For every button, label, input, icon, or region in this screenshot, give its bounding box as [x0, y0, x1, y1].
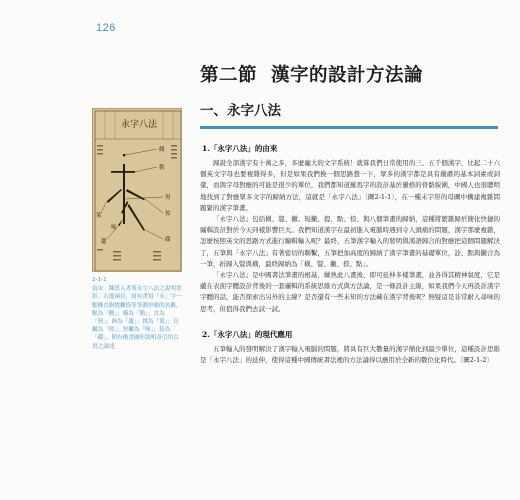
paragraph: 「永字八法」包括橫、豎、撇、短撇、提、點、捺、與八個筆畫的歸納，這種將繁雜歸於簡化快捷的編輯設計對於今天同樣影響巨大。我們知道漢字在最初進入電腦時遇到令人頭痛的問題，漢字那麼複雜，怎麼按照英文的思路方式進行編輯輸入呢？最終，五筆漢字輸入的發明與漢語歸合的對應把這個問題解決了，五筆與「永字八法」有著密切的聯繫，五筆把加高度的歸納了漢字筆畫的基礎單位，詮、點與撇合為一筆，折歸入豎與橫，最終歸納為「橫、豎、撇、捺、點」。 [200, 215, 500, 268]
paragraph: 歸說全部漢字有十萬之多，多麼龐大的文字系統！就算我們日常使用的三、五千個漢字，比起二十六個英文字母也要複雜得多，但是如果我們換一個思路想一下，眾多的漢字都是具有嚴肅的基本詞素或詞彙，而與字母對應的可能是很少的單位，我們都知道羅馬字的設計基於嚴格的骨骼線圍，中國人也很聰明地找到了對應眾多文字的歸納方法，這就是「永字八法」〔圖2-1-1〕，在一種末字形的母圖中構建複雜問題緊的漢字筆畫。 [200, 159, 500, 212]
manuscript-image [92, 108, 182, 272]
manuscript-label-3: 努 [165, 195, 171, 201]
manuscript-label-2: 勒 [159, 165, 165, 171]
manuscript-heading: 永字八法 [120, 120, 158, 130]
paragraph: 五筆輸入的發明解決了漢字輸入電腦的問題，將具有巨大數量的漢字簡化到最少單位，這種設計思維是「永字八法」的延伸，使得這種中國傳統書法裡的方法論得以應用於全新的數位化時代。〔圖2-1-2〕 [200, 344, 500, 365]
section-title: 一、永字八法 [200, 103, 281, 119]
paragraph: 「永字八法」是中國書法筆畫的根基，練熟此八畫後，即可延伸多樣筆畫，並各得其精神氣度，它是蘊在表面字體設計背後的一套邏輯的系統思維方式與方法論，是一條設計主線，如果我們今天再設計漢字字體的話，能否探索出另外的主線？是否還有一些未知的方法藏在漢字背後呢？無疑這是非常耐人尋味的思考，但值得我們去試一試。 [200, 271, 500, 313]
manuscript-label-6: 掠 [165, 211, 171, 217]
manuscript-label-5: 策 [96, 213, 102, 219]
section-rule [200, 126, 498, 129]
figure-caption-text: 南宋．陳思人書苑永字八法之說明書影。右邊兩頁，寫有書寫「永」字一點橫直鉤挑撇捺等筆劃形態的名稱，點為「側」；橫為「勒」；直為「努」；鉤為「趯」；挑為「策」；長撇為「掠」；短撇為「啄」；捺為「磔」。附有楷書圖形說明及引用古書之論述。 [92, 286, 182, 350]
manuscript-label-7: 啄 [111, 225, 117, 231]
figure-column [92, 108, 184, 488]
figure-number: 2-1-1 [92, 277, 107, 283]
manuscript-label-1: 側 [159, 147, 165, 153]
figure-caption [92, 276, 184, 351]
text-column [200, 62, 500, 366]
manuscript-label-4: 趯 [101, 239, 107, 245]
subsection-heading-2: 2.「永字八法」的現代應用 [202, 329, 293, 339]
manuscript-drawing [93, 109, 182, 272]
chapter-title [200, 62, 500, 90]
page-number: 126 [96, 22, 116, 34]
chapter-label: 第二節 [200, 65, 258, 86]
manuscript-label-8: 磔 [165, 237, 171, 243]
subsection-heading-1: 1.「永字八法」的由來 [202, 144, 278, 153]
chapter-heading: 漢字的設計方法論 [271, 65, 424, 86]
